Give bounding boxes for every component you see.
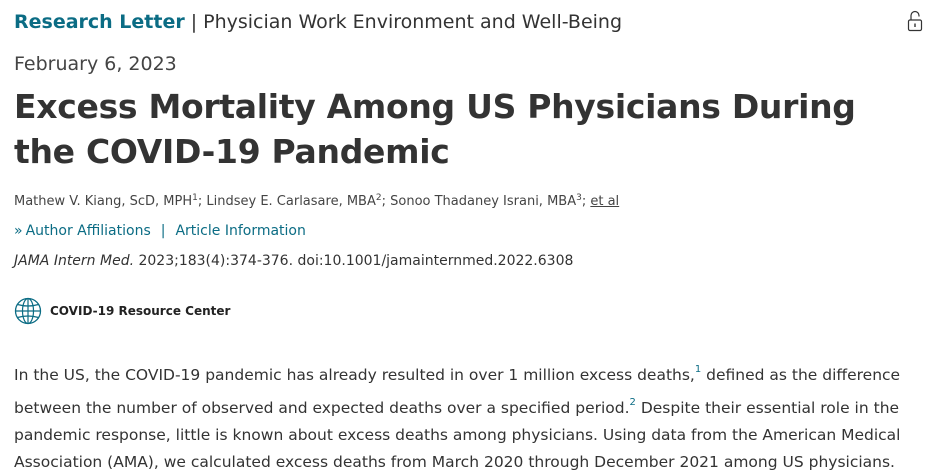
- open-lock-icon: [907, 10, 923, 32]
- section-name[interactable]: Physician Work Environment and Well-Being: [203, 11, 623, 33]
- citation: [14, 251, 573, 271]
- author-list: [14, 188, 619, 212]
- author-name[interactable]: ; Lindsey E. Carlasare, MBA: [197, 194, 376, 209]
- paragraph-text: Despite their essential role in the pandemic response, little is known about excess deaths among physicians. Using data from the American Medical Association (AMA), we calculated excess deaths from March 2020 through December 2021 among US physicians.: [14, 399, 901, 470]
- article-meta-links: [14, 221, 306, 241]
- page-title: Excess Mortality Among US Physicians During the COVID-19 Pandemic: [14, 87, 856, 171]
- globe-icon: [14, 297, 42, 325]
- author-affiliations-link[interactable]: Author Affiliations: [25, 223, 151, 239]
- author-name[interactable]: ; Sonoo Thadaney Israni, MBA: [381, 194, 577, 209]
- link-separator: |: [160, 223, 166, 239]
- author-name[interactable]: Mathew V. Kiang, ScD, MPH: [14, 194, 193, 209]
- header-separator: |: [190, 11, 198, 33]
- article-body-paragraph: [14, 356, 926, 470]
- reference-link[interactable]: 1: [694, 364, 702, 375]
- paragraph-text: defined as the difference between the number of observed and expected deaths over a specified period.: [14, 366, 901, 417]
- citation-details: 2023;183(4):374-376. doi:10.1001/jamainternmed.2022.6308: [134, 253, 574, 269]
- double-chevron-icon: »: [14, 223, 23, 239]
- author-separator: ;: [581, 194, 591, 209]
- affiliation-ref: 3: [576, 193, 582, 203]
- affiliation-ref: 2: [375, 193, 382, 203]
- et-al-link[interactable]: et al: [590, 194, 620, 209]
- reference-link[interactable]: 2: [629, 397, 636, 408]
- resource-center-label: COVID-19 Resource Center: [50, 304, 231, 318]
- article-type-label[interactable]: Research Letter: [14, 11, 185, 33]
- publication-date: February 6, 2023: [14, 53, 177, 75]
- covid-resource-center-link[interactable]: [14, 296, 230, 326]
- paragraph-text: In the US, the COVID-19 pandemic has already resulted in over 1 million excess deaths,: [14, 366, 695, 384]
- journal-name: JAMA Intern Med.: [14, 253, 135, 269]
- article-information-link[interactable]: Article Information: [175, 223, 306, 239]
- affiliation-ref: 1: [192, 193, 198, 203]
- article-header: [14, 9, 622, 35]
